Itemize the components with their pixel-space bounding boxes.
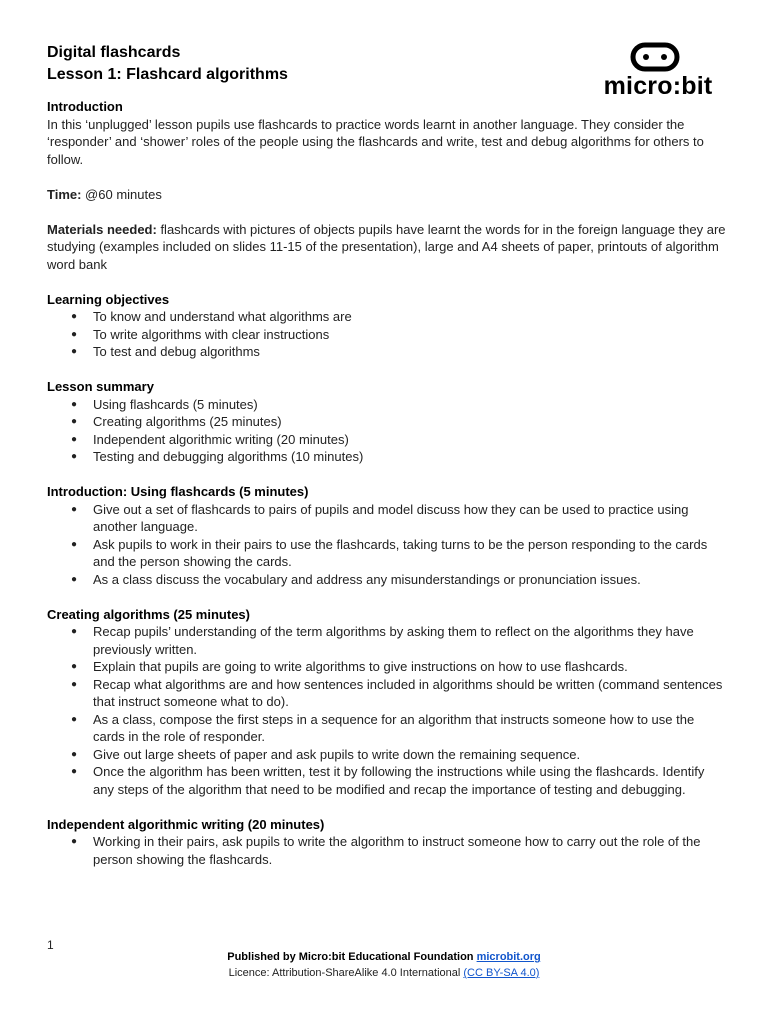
materials-value: flashcards with pictures of objects pupils have learnt the words for in the foreign language they are studying (examples included on slides 11-15 of the presentation), large and A4 sheets of paper, printouts of algorithm word bank: [47, 221, 726, 272]
document-body: [47, 42, 727, 868]
licence-link[interactable]: (CC BY-SA 4.0): [463, 967, 540, 979]
materials-label: Materials needed:: [47, 221, 157, 237]
section-heading-creating-algorithms: Creating algorithms (25 minutes): [47, 606, 250, 622]
introduction-text: In this ‘unplugged’ lesson pupils use flashcards to practice words learnt in another language. They consider the ‘responder’ and ‘shower’ roles of the people using the flashcards and write, test and debug algorithms for others to follow.: [47, 116, 704, 167]
list-item: ● Give out a set of flashcards to pairs of pupils and model discuss how they can be used to practice using another language.: [47, 501, 727, 536]
list-item: ● As a class discuss the vocabulary and address any misunderstandings or pronunciation issues.: [47, 571, 727, 589]
list-item: ● To know and understand what algorithms are: [47, 308, 727, 326]
licence-text: Licence: Attribution-ShareAlike 4.0 International: [228, 967, 464, 979]
list-item: ● Using flashcards (5 minutes): [47, 396, 727, 414]
list-item: ● Explain that pupils are going to write algorithms to give instructions on how to use flashcards.: [47, 658, 727, 676]
list-item: ● To test and debug algorithms: [47, 343, 727, 361]
list-item: ● Recap what algorithms are and how sentences included in algorithms should be written (command sentences that instruct someone what to do).: [47, 676, 727, 711]
section-heading-independent-writing: Independent algorithmic writing (20 minutes): [47, 816, 325, 832]
creating-algorithms-list: [47, 623, 727, 798]
objectives-heading: Learning objectives: [47, 291, 170, 307]
document-title: Digital flashcards: [47, 44, 181, 61]
time-line: [47, 186, 727, 204]
list-item: ● To write algorithms with clear instructions: [47, 326, 727, 344]
footer-published: [0, 950, 768, 965]
published-text: Published by Micro:bit Educational Foundation: [227, 951, 477, 963]
using-flashcards-list: [47, 501, 727, 589]
time-value: @60 minutes: [81, 186, 162, 202]
section-heading-using-flashcards: Introduction: Using flashcards (5 minutes): [47, 484, 309, 499]
time-label: Time:: [47, 186, 82, 202]
introduction-heading: Introduction: [47, 99, 123, 114]
list-item: ● Ask pupils to work in their pairs to use the flashcards, taking turns to be the person responding to the cards and the person showing the cards.: [47, 536, 727, 571]
list-item: ● Testing and debugging algorithms (10 minutes): [47, 448, 727, 466]
footer-licence: [0, 966, 768, 981]
list-item: ● Working in their pairs, ask pupils to write the algorithm to instruct someone how to carry out the role of the person showing the flashcards.: [47, 833, 727, 868]
list-item: ● Creating algorithms (25 minutes): [47, 413, 727, 431]
lesson-title: Lesson 1: Flashcard algorithms: [47, 66, 288, 83]
list-item: ● Give out large sheets of paper and ask pupils to write down the remaining sequence.: [47, 746, 727, 764]
independent-writing-list: [47, 833, 727, 868]
materials-line: [47, 221, 727, 274]
summary-heading: Lesson summary: [47, 379, 154, 394]
page-number: 1: [47, 938, 54, 952]
list-item: ● Once the algorithm has been written, test it by following the instructions while using the flashcards. Identify any steps of the algorithm that need to be modified and recap the importance of testing and debugging.: [47, 763, 727, 798]
objectives-list: [47, 308, 727, 361]
microbit-link[interactable]: microbit.org: [476, 951, 541, 963]
logo-text: micro:bit: [603, 72, 713, 100]
list-item: ● Recap pupils’ understanding of the term algorithms by asking them to reflect on the algorithms they have previously written.: [47, 623, 727, 658]
summary-list: [47, 396, 727, 466]
list-item: ● As a class, compose the first steps in a sequence for an algorithm that instructs someone how to use the cards in the role of responder.: [47, 711, 727, 746]
list-item: ● Independent algorithmic writing (20 minutes): [47, 431, 727, 449]
